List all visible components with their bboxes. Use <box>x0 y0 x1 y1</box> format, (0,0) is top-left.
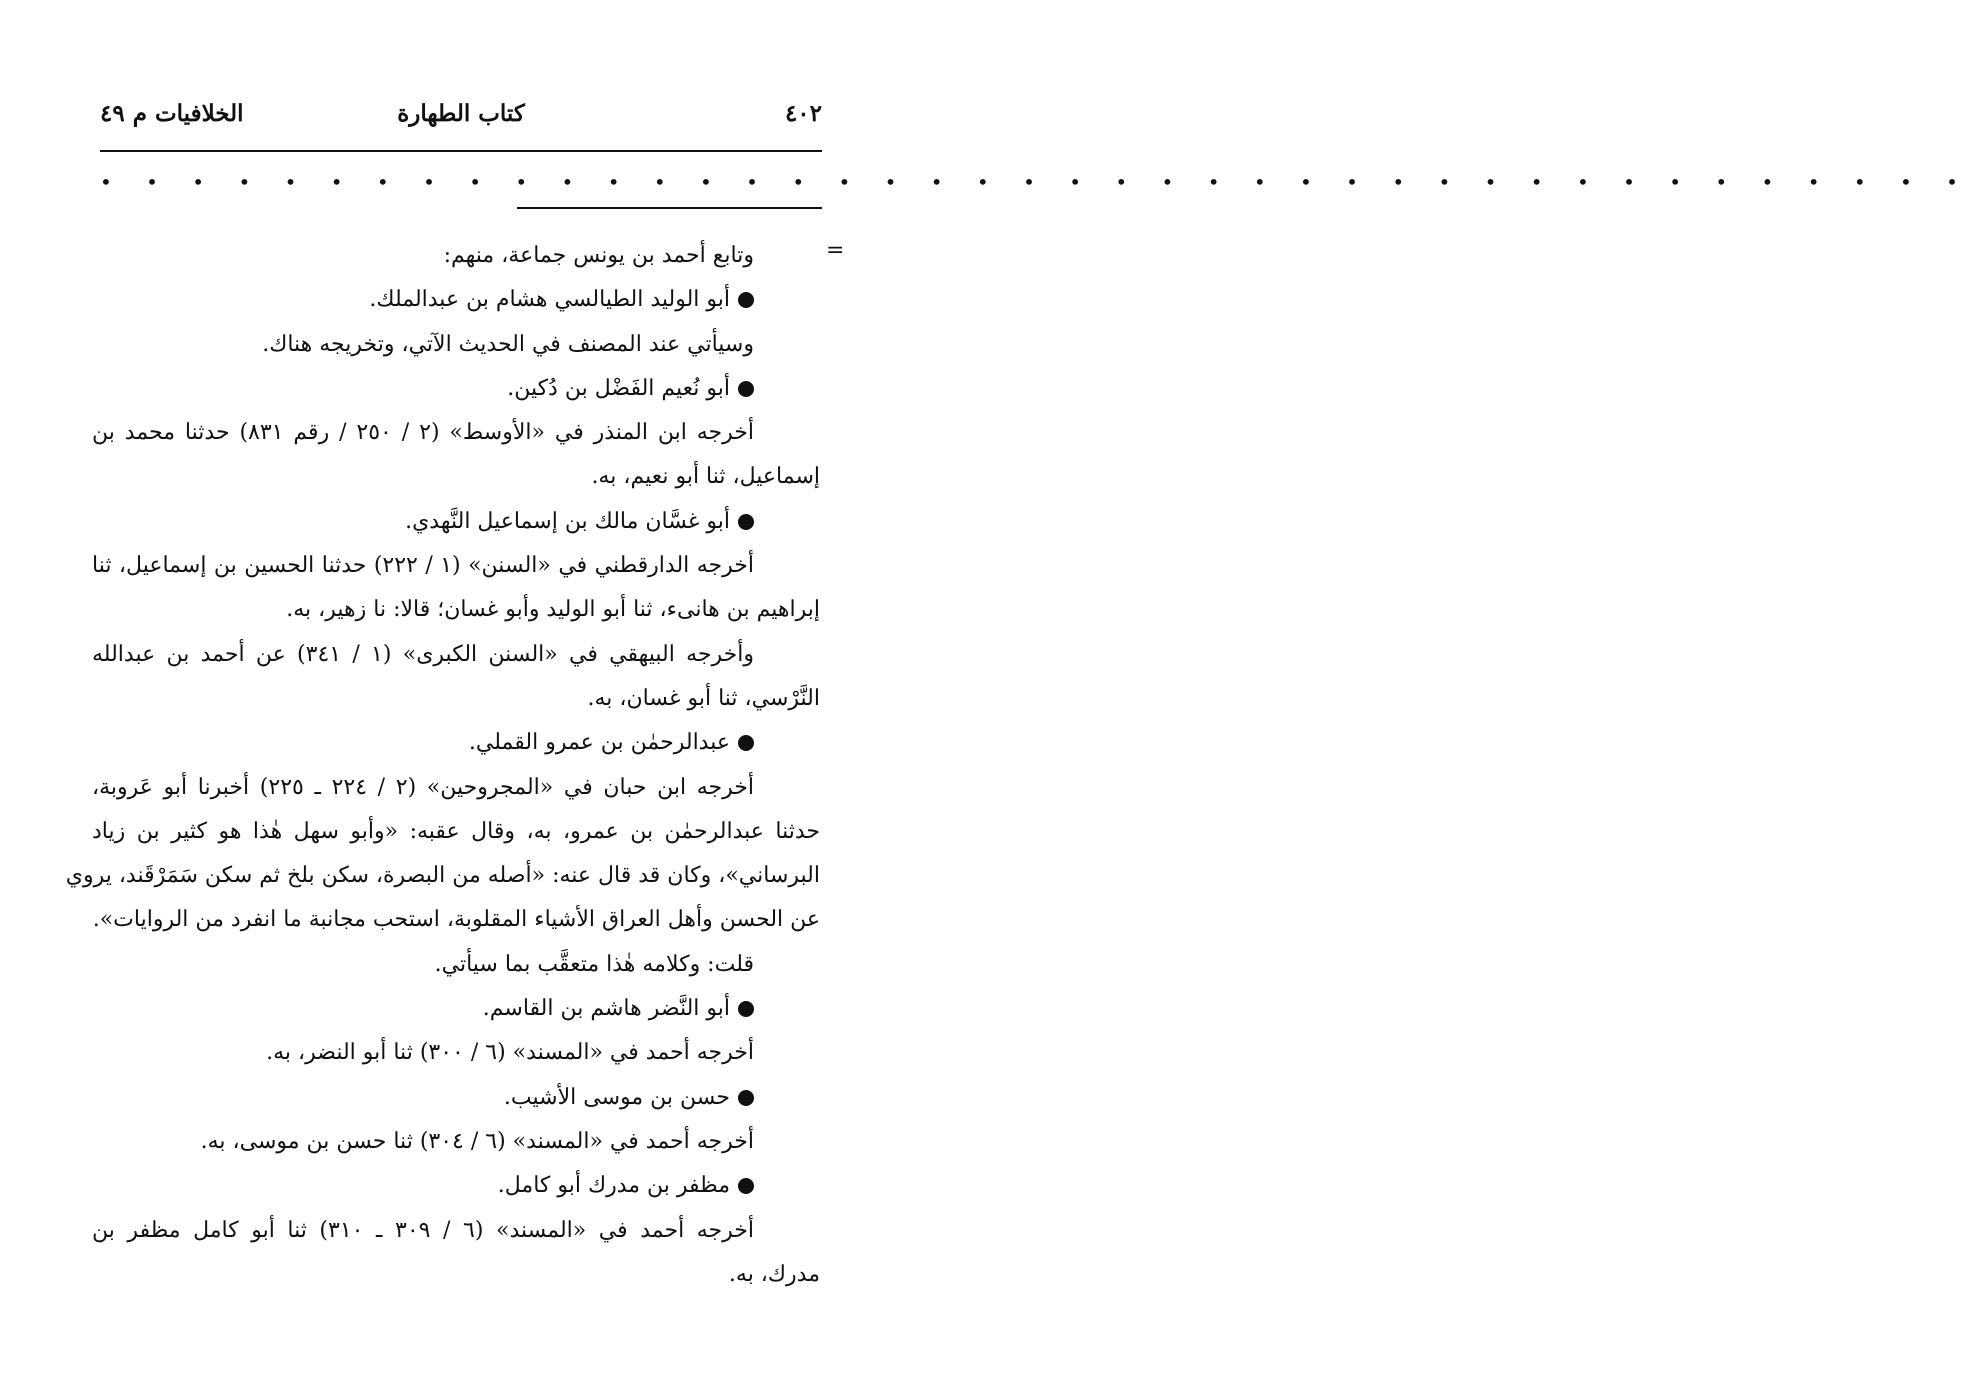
bullet-icon <box>738 292 754 308</box>
text-line: البرساني»، وكان قد قال عنه: «أصله من البصرة، سكن بلخ ثم سكن سَمَرْقَند، يروي <box>65 863 820 889</box>
bullet-icon <box>738 514 754 530</box>
text-line: أخرجه أحمد في «المسند» (٦ / ٣٠٠) ثنا أبو النضر، به. <box>266 1040 754 1066</box>
text-line: إبراهيم بن هانىء، ثنا أبو الوليد وأبو غسان؛ قالا: نا زهير، به. <box>286 597 820 623</box>
dotted-separator: • • • • • • • • • • • • • • • • • • • • • • • • • • • • • • • • • • • • • • • • • <box>100 170 1972 194</box>
bullet-line: حسن بن موسى الأشيب. <box>92 1076 820 1120</box>
text-line: أخرجه ابن المنذر في «الأوسط» (٢ / ٢٥٠ / رقم ٨٣١) حدثنا محمد بن <box>92 420 754 446</box>
text-line: وأخرجه البيهقي في «السنن الكبرى» (١ / ٣٤١) عن أحمد بن عبدالله <box>92 641 754 667</box>
bullet-line: أبو غسَّان مالك بن إسماعيل النَّهدي. <box>92 500 820 544</box>
bullet-line: عبدالرحمٰن بن عمرو القملي. <box>92 721 820 765</box>
bullet-icon <box>738 1001 754 1017</box>
book-title: كتاب الطهارة <box>397 100 525 127</box>
text-line: أخرجه أحمد في «المسند» (٦ / ٣٠٩ ـ ٣١٠) ثنا أبو كامل مظفر بن <box>92 1217 754 1243</box>
footnote-rule <box>517 207 822 209</box>
page-header <box>100 100 822 140</box>
bullet-icon <box>738 1178 754 1194</box>
bullet-line: أبو الوليد الطيالسي هشام بن عبدالملك. <box>92 278 820 322</box>
text-line: أخرجه أحمد في «المسند» (٦ / ٣٠٤) ثنا حسن بن موسى، به. <box>200 1128 754 1154</box>
bullet-line: أبو نُعيم الفَضْل بن دُكين. <box>92 367 820 411</box>
continuation-mark: = <box>826 238 845 263</box>
footnote-text <box>65 234 820 1297</box>
text-line: النَّرْسي، ثنا أبو غسان، به. <box>587 685 820 711</box>
bullet-icon <box>738 1090 754 1106</box>
text-line: أخرجه الدارقطني في «السنن» (١ / ٢٢٢) حدثنا الحسين بن إسماعيل، ثنا <box>92 553 754 579</box>
running-head: الخلافيات م ٤٩ <box>100 100 244 127</box>
bullet-line: مظفر بن مدرك أبو كامل. <box>92 1164 820 1208</box>
text-line: إسماعيل، ثنا أبو نعيم، به. <box>591 464 820 490</box>
text-line: وسيأتي عند المصنف في الحديث الآتي، وتخريجه هناك. <box>262 331 754 357</box>
bullet-line: أبو النَّضر هاشم بن القاسم. <box>92 987 820 1031</box>
text-line: حدثنا عبدالرحمٰن بن عمرو، به، وقال عقبه: «وأبو سهل هٰذا هو كثير بن زياد <box>92 818 820 844</box>
header-rule <box>100 150 822 152</box>
text-line: وتابع أحمد بن يونس جماعة، منهم: <box>443 243 754 268</box>
bullet-icon <box>738 735 754 751</box>
page-number: ٤٠٢ <box>784 100 822 127</box>
text-line: مدرك، به. <box>728 1261 820 1287</box>
text-line: عن الحسن وأهل العراق الأشياء المقلوبة، استحب مجانبة ما انفرد من الروايات». <box>92 907 820 933</box>
text-line: قلت: وكلامه هٰذا متعقَّب بما سيأتي. <box>434 951 754 977</box>
bullet-icon <box>738 381 754 397</box>
text-line: أخرجه ابن حبان في «المجروحين» (٢ / ٢٢٤ ـ ٢٢٥) أخبرنا أبو عَروبة، <box>92 774 754 800</box>
